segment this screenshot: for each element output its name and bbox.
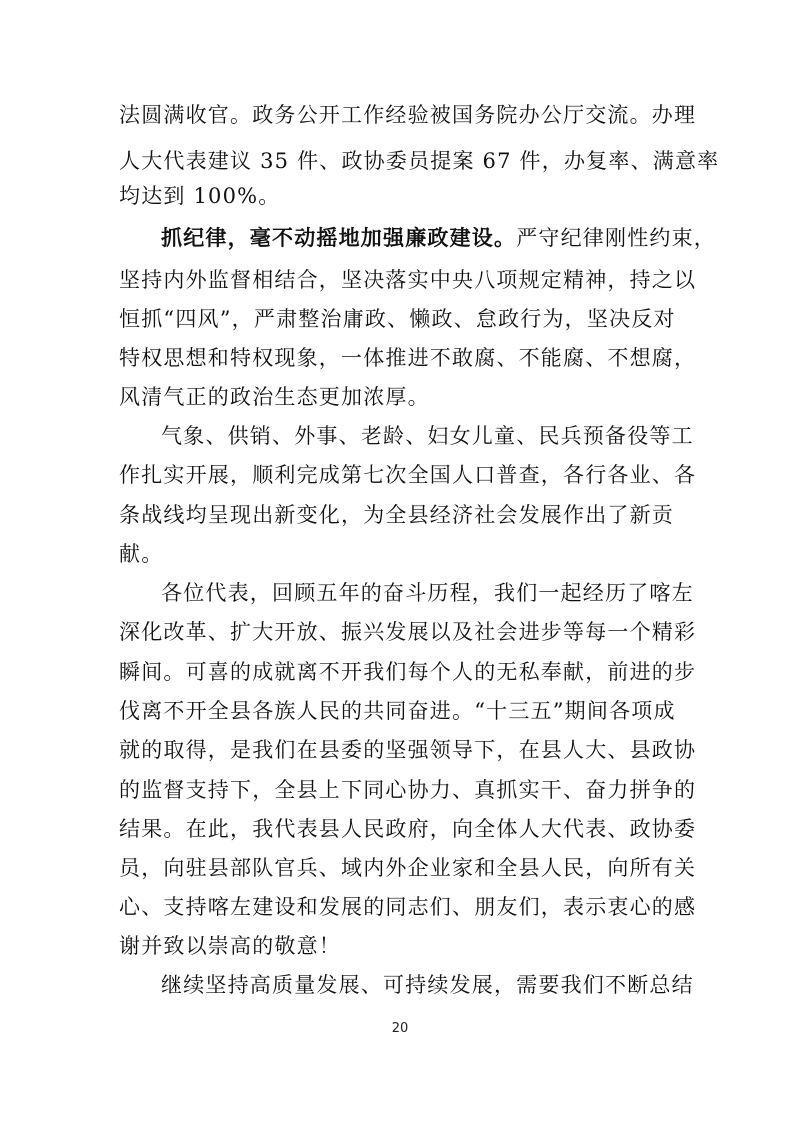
text-line: 谢并致以崇高的敬意！ xyxy=(119,934,341,958)
page-number: 20 xyxy=(391,1021,409,1036)
text-line: 员，向驻县部队官兵、域内外企业家和全县人民，向所有关 xyxy=(119,856,697,880)
text-line: 心、支持喀左建设和发展的同志们、朋友们，表示衷心的感 xyxy=(119,895,697,919)
text-line: 人大代表建议 35 件、政协委员提案 67 件，办复率、满意率 xyxy=(119,149,720,173)
text-line: 深化改革、扩大开放、振兴发展以及社会进步等每一个精彩 xyxy=(119,620,697,644)
bold-heading: 抓纪律，毫不动摇地加强廉政建设。 xyxy=(161,225,517,250)
text-line: 条战线均呈现出新变化，为全县经济社会发展作出了新贡 xyxy=(119,503,674,527)
text-line: 气象、供销、外事、老龄、妇女儿童、民兵预备役等工 xyxy=(161,424,694,448)
text-line: 结果。在此，我代表县人民政府，向全体人大代表、政协委 xyxy=(119,817,697,841)
text-line: 坚持内外监督相结合，坚决落实中央八项规定精神，持之以 xyxy=(119,268,697,292)
paragraph-discipline-heading xyxy=(161,223,731,253)
text-line: 各位代表，回顾五年的奋斗历程，我们一起经历了喀左 xyxy=(161,581,694,605)
text-line: 特权思想和特权现象，一体推进不敢腐、不能腐、不想腐， xyxy=(119,346,697,370)
text-line: 瞬间。可喜的成就离不开我们每个人的无私奉献，前进的步 xyxy=(119,660,697,684)
text-line: 风清气正的政治生态更加浓厚。 xyxy=(119,385,430,409)
text-line: 作扎实开展，顺利完成第七次全国人口普查，各行各业、各 xyxy=(119,463,697,487)
text-line: 的监督支持下，全县上下同心协力、真抓实干、奋力拼争的 xyxy=(119,778,697,802)
text-line: 就的取得，是我们在县委的坚强领导下，在县人大、县政协 xyxy=(119,738,697,762)
text-line: 恒抓“四风”，严肃整治庸政、懒政、怠政行为，坚决反对 xyxy=(119,307,676,331)
text-line: 均达到 100%。 xyxy=(119,184,281,208)
text-line: 伐离不开全县各族人民的共同奋进。“十三五”期间各项成 xyxy=(119,699,676,723)
text-line: 法圆满收官。政务公开工作经验被国务院办公厅交流。办理 xyxy=(119,103,697,127)
text-line: 献。 xyxy=(119,542,164,566)
text-line: 继续坚持高质量发展、可持续发展，需要我们不断总结 xyxy=(161,973,694,997)
heading-continuation: 严守纪律刚性约束， xyxy=(516,226,717,250)
